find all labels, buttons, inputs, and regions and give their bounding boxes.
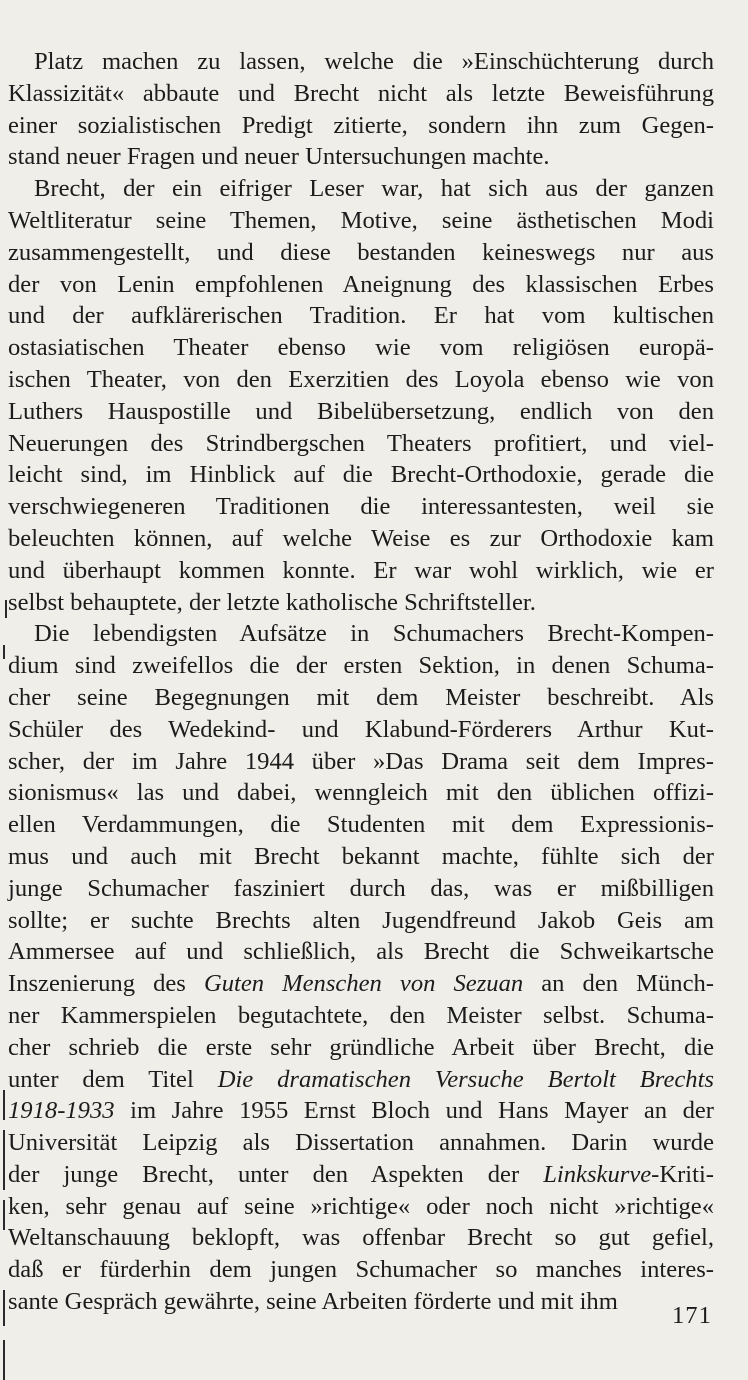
text-segment: sollte; er suchte Brechts alten Jugendfreund Jakob Geis am bbox=[8, 906, 714, 934]
text-segment: unter dem Titel bbox=[8, 1065, 218, 1093]
text-line bbox=[8, 428, 714, 460]
scan-mark bbox=[3, 1340, 5, 1380]
text-segment: zusammengestellt, und diese bestanden keineswegs nur aus bbox=[8, 238, 714, 266]
text-segment: ischen Theater, von den Exerzitien des Loyola ebenso wie von bbox=[8, 365, 714, 393]
text-segment: scher, der im Jahre 1944 über »Das Drama seit dem Impres- bbox=[8, 747, 714, 775]
italic-title: Die dramatischen Versuche Bertolt Brechts bbox=[217, 1065, 714, 1093]
text-line bbox=[8, 1095, 714, 1127]
text-segment: stand neuer Fragen und neuer Untersuchungen machte. bbox=[8, 143, 550, 171]
scan-mark bbox=[3, 1200, 5, 1230]
text-segment: ner Kammerspielen begutachtete, den Meister selbst. Schuma- bbox=[8, 1001, 714, 1029]
text-segment: Schüler des Wedekind- und Klabund-Förderers Arthur Kut- bbox=[8, 715, 714, 743]
text-segment: Brecht, der ein eifriger Leser war, hat sich aus der ganzen bbox=[34, 175, 714, 203]
italic-title: 1918-1933 bbox=[8, 1097, 115, 1125]
italic-title: Guten Menschen von Sezuan bbox=[203, 970, 524, 998]
text-segment: Ammersee auf und schließlich, als Brecht die Schweikartsche bbox=[8, 938, 714, 966]
text-segment: junge Schumacher fasziniert durch das, was er mißbilligen bbox=[8, 874, 714, 902]
paragraph bbox=[8, 46, 714, 173]
page-number: 171 bbox=[672, 1302, 712, 1329]
text-line bbox=[8, 205, 714, 237]
text-segment: leicht sind, im Hinblick auf die Brecht-Orthodoxie, gerade die bbox=[8, 461, 714, 489]
text-segment: Luthers Hauspostille und Bibelübersetzung, endlich von den bbox=[8, 397, 714, 425]
text-line bbox=[8, 1286, 714, 1318]
text-segment: ellen Verdammungen, die Studenten mit dem Expressionis- bbox=[8, 811, 714, 839]
text-line bbox=[8, 968, 714, 1000]
text-segment: und der aufklärerischen Tradition. Er hat vom kultischen bbox=[8, 302, 714, 330]
text-line bbox=[8, 714, 714, 746]
text-line bbox=[8, 682, 714, 714]
text-segment: Neuerungen des Strindbergschen Theaters profitiert, und viel- bbox=[8, 429, 714, 457]
text-segment: einer sozialistischen Predigt zitierte, sondern ihn zum Gegen- bbox=[8, 111, 714, 139]
text-line bbox=[8, 173, 714, 205]
text-segment: Universität Leipzig als Dissertation annahmen. Darin wurde bbox=[8, 1129, 714, 1157]
scan-mark bbox=[3, 1290, 5, 1326]
text-segment: mus und auch mit Brecht bekannt machte, fühlte sich der bbox=[8, 842, 714, 870]
text-segment: sionismus« las und dabei, wenngleich mit den üblichen offizi- bbox=[8, 779, 714, 807]
text-line bbox=[8, 1064, 714, 1096]
text-line bbox=[8, 587, 714, 619]
scan-mark bbox=[3, 1130, 5, 1190]
scan-mark bbox=[3, 645, 5, 659]
text-segment: Weltliteratur seine Themen, Motive, seine ästhetischen Modi bbox=[8, 206, 714, 234]
text-line bbox=[8, 873, 714, 905]
text-segment: ken, sehr genau auf seine »richtige« oder noch nicht »richtige« bbox=[8, 1192, 714, 1220]
text-line bbox=[8, 1000, 714, 1032]
text-line bbox=[8, 237, 714, 269]
paragraph bbox=[8, 618, 714, 1318]
text-line bbox=[8, 364, 714, 396]
text-segment: dium sind zweifellos die der ersten Sektion, in denen Schuma- bbox=[8, 652, 714, 680]
text-segment: ostasiatischen Theater ebenso wie vom religiösen europä- bbox=[8, 334, 714, 362]
text-segment: an den Münch- bbox=[523, 970, 714, 998]
text-segment: -Kriti- bbox=[651, 1160, 714, 1188]
text-line bbox=[8, 746, 714, 778]
text-line bbox=[8, 523, 714, 555]
text-line bbox=[8, 936, 714, 968]
text-line bbox=[8, 46, 714, 78]
text-segment: Platz machen zu lassen, welche die »Einschüchterung durch bbox=[34, 48, 714, 75]
text-segment: und überhaupt kommen konnte. Er war wohl wirklich, wie er bbox=[8, 556, 714, 584]
text-line bbox=[8, 269, 714, 301]
scan-mark bbox=[5, 600, 7, 618]
text-line bbox=[8, 1159, 714, 1191]
text-line bbox=[8, 1127, 714, 1159]
text-line bbox=[8, 905, 714, 937]
text-segment: Weltanschauung beklopft, was offenbar Brecht so gut gefiel, bbox=[8, 1224, 714, 1252]
text-line bbox=[8, 555, 714, 587]
text-segment: Inszenierung des bbox=[8, 970, 204, 998]
text-segment: verschwiegeneren Traditionen die interessantesten, weil sie bbox=[8, 493, 714, 521]
text-line bbox=[8, 141, 714, 173]
text-line bbox=[8, 300, 714, 332]
text-segment: selbst behauptete, der letzte katholische Schriftsteller. bbox=[8, 588, 536, 616]
text-segment: der junge Brecht, unter den Aspekten der bbox=[8, 1160, 544, 1188]
text-segment: cher schrieb die erste sehr gründliche Arbeit über Brecht, die bbox=[8, 1033, 714, 1061]
text-line bbox=[8, 1032, 714, 1064]
text-line bbox=[8, 332, 714, 364]
text-line bbox=[8, 1222, 714, 1254]
text-segment: daß er fürderhin dem jungen Schumacher so manches interes- bbox=[8, 1256, 714, 1284]
text-line bbox=[8, 396, 714, 428]
text-line bbox=[8, 841, 714, 873]
text-segment: Klassizität« abbaute und Brecht nicht als letzte Beweisführung bbox=[8, 79, 714, 107]
text-segment: sante Gespräch gewährte, seine Arbeiten förderte und mit ihm bbox=[8, 1288, 618, 1316]
text-line bbox=[8, 1254, 714, 1286]
text-segment: beleuchten können, auf welche Weise es zur Orthodoxie kam bbox=[8, 524, 714, 552]
text-line bbox=[8, 491, 714, 523]
body-text bbox=[8, 46, 714, 1318]
text-line bbox=[8, 618, 714, 650]
scan-mark bbox=[3, 1090, 5, 1120]
text-line bbox=[8, 110, 714, 142]
text-line bbox=[8, 459, 714, 491]
text-segment: im Jahre 1955 Ernst Bloch und Hans Mayer an der bbox=[114, 1097, 714, 1125]
text-line bbox=[8, 78, 714, 110]
text-line bbox=[8, 1191, 714, 1223]
text-segment: Die lebendigsten Aufsätze in Schumachers Brecht-Kompen- bbox=[34, 620, 714, 648]
text-line bbox=[8, 650, 714, 682]
text-line bbox=[8, 777, 714, 809]
paragraph bbox=[8, 173, 714, 618]
text-segment: der von Lenin empfohlenen Aneignung des klassischen Erbes bbox=[8, 270, 714, 298]
italic-title: Linkskurve bbox=[543, 1160, 652, 1188]
text-line bbox=[8, 809, 714, 841]
text-segment: cher seine Begegnungen mit dem Meister beschreibt. Als bbox=[8, 683, 714, 711]
